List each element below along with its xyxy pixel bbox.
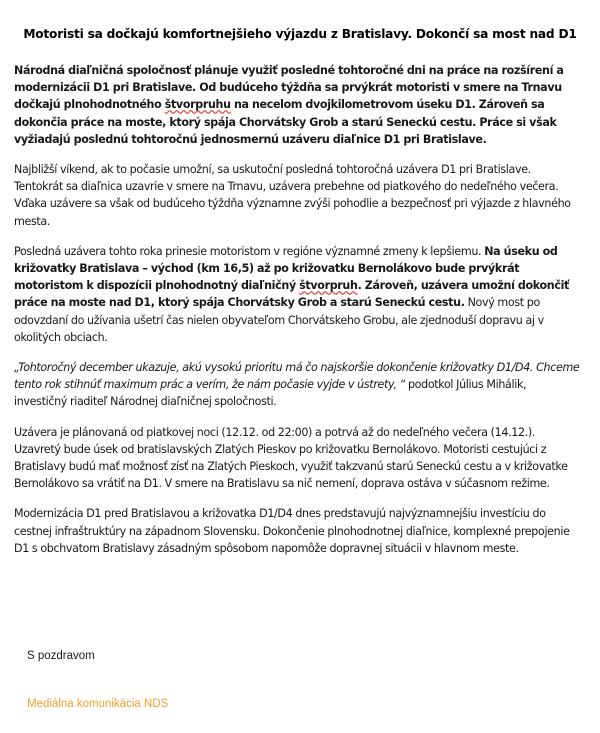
- paragraph-5: Uzávera je plánovaná od piatkovej noci (12.12. od 22:00) a potrvá až do nedeľného večera (14.12.). Uzavretý bude úsek od bratislavských Zlatých Pieskov po križovatku Bernolákovo. Motoristi cestujúci z Bratislavy budú mať možnosť zísť na Zlatých Pieskoch, využiť takzvanú starú Seneckú cestu a v križovatke Bernolákovo sa vrátiť na D1. V smere na Bratislavu sa nič nemení, doprava ostáva v súčasnom režime.: [14, 425, 568, 491]
- paragraph-3-highlight-b: . Zároveň, uzávera umožní dokončiť práce na moste nad D1, ktorý spája Chorvátsky Grob a starú Seneckú cestu.: [14, 279, 569, 310]
- paragraph-6: Modernizácia D1 pred Bratislavou a križovatka D1/D4 dnes predstavujú najvýznamnejšiu investíciu do cestnej infraštruktúry na západnom Slovensku. Dokončenie plnohodnotnej diaľnice, komplexné prepojenie D1 s obchvatom Bratislavy zásadným spôsobom napomôže dopravnej situácii v hlavnom meste.: [14, 507, 570, 555]
- spellcheck-word-stvorpruh: štvorpruh: [299, 279, 358, 293]
- quote-text: „Tohtoročný december ukazuje, akú vysokú prioritu má čo najskoršie dokončenie križovatky D1/D4. Chceme tento rok stihnúť maximum prác a verím, že nám počasie vyjde v ústrety, “: [14, 361, 580, 392]
- signature-greeting: S pozdravom: [27, 650, 95, 662]
- paragraph-3-highlight-a: Na úseku od križovatky Bratislava – východ (km 16,5) až po križovatku Bernolákovo bude prvýkrát motoristom k dispozícii plnohodnotný diaľničný: [14, 244, 558, 293]
- signature-block: [27, 648, 567, 710]
- page-title: Motoristi sa dočkajú komfortnejšieho výjazdu z Bratislavy. Dokončí sa most nad D1: [23, 27, 577, 41]
- paragraph-1-text-a: Národná diaľničná spoločnosť plánuje využiť posledné tohtoročné dni na práce na rozšírení a modernizácii D1 pri Bratislave. Od budúceho týždňa sa prvýkrát motoristi v smere na Trnavu dočkajú plnohodnotného: [14, 64, 564, 112]
- paragraph-3: [14, 243, 580, 346]
- document-body: [14, 62, 580, 570]
- quote-attribution: podotkol Július Mihálik, investičný riaditeľ Národnej diaľničnej spoločnosti.: [14, 378, 527, 409]
- paragraph-4-quote: [14, 359, 580, 411]
- signature-department[interactable]: Mediálna komunikácia NDS: [27, 698, 169, 710]
- paragraph-2: Najbližší víkend, ak to počasie umožní, sa uskutoční posledná tohtoročná uzávera D1 pri Bratislave. Tentokrát sa diaľnica uzavrie v smere na Trnavu, uzávera prebehne od piatkového do nedeľného večera. Vďaka uzávere sa však od budúceho týždňa významne zvýši pohodlie a bezpečnosť pri výjazde z hlavného mesta.: [14, 163, 571, 228]
- spellcheck-word-stvorpruhu: štvorpruhu: [164, 98, 231, 112]
- paragraph-1-text-b: na necelom dvojkilometrovom úseku D1. Zároveň sa dokončia práce na moste, ktorý spája Chorvátsky Grob a starú Seneckú cestu. Práce si však vyžiadajú poslednú tohtoročnú jednosmernú uzáveru diaľnice D1 pri Bratislave.: [14, 98, 557, 146]
- paragraph-3-lead: Posledná uzávera tohto roka prinesie motoristom v regióne významné zmeny k lepšiemu.: [14, 244, 485, 258]
- paragraph-1: [14, 62, 580, 148]
- paragraph-3-tail: Nový most po odovzdaní do užívania ušetrí čas nielen obyvateľom Chorvátskeho Grobu, ale zjednoduší dopravu aj v okolitých obciach.: [14, 296, 544, 344]
